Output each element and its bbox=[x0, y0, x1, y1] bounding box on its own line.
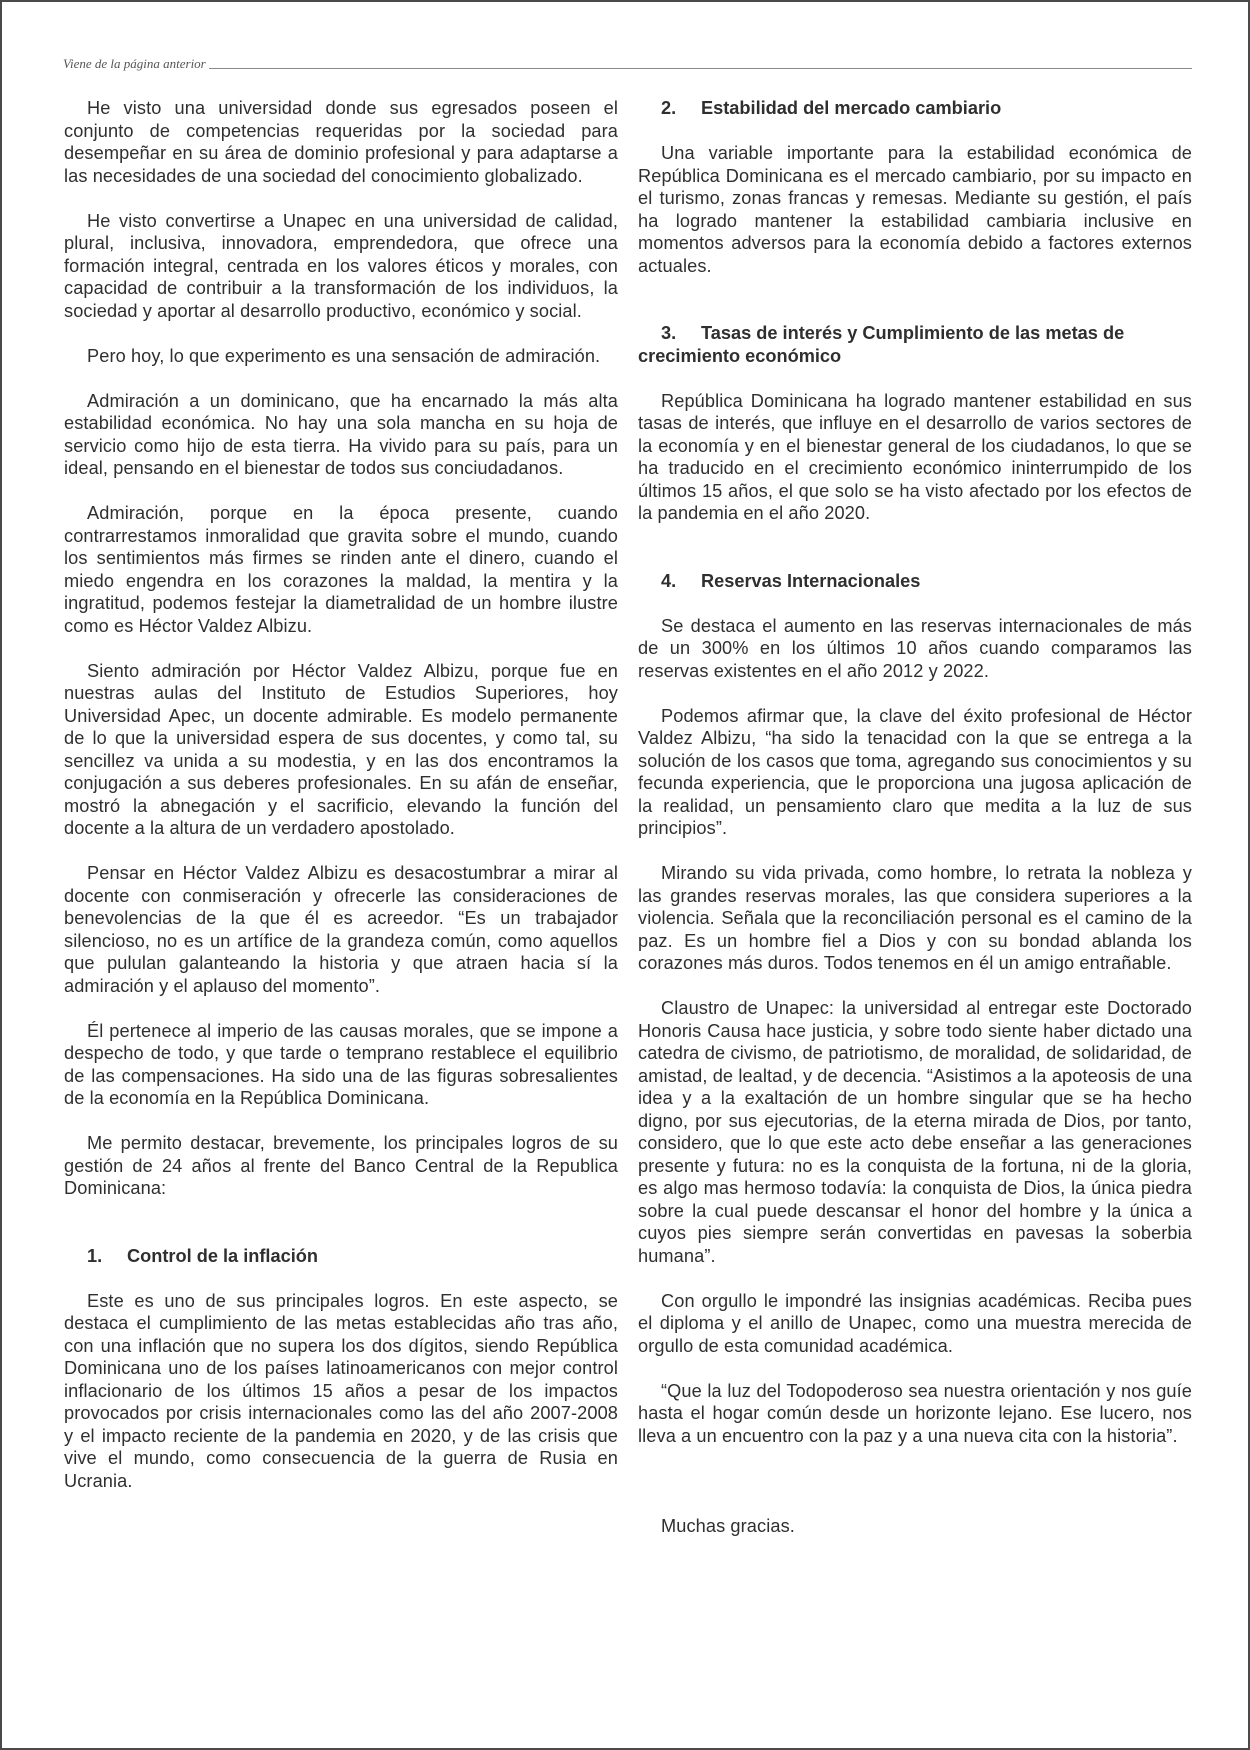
section-heading-exchange-market bbox=[638, 97, 1192, 120]
paragraph: “Que la luz del Todopoderoso sea nuestra orientación y nos guíe hasta el hogar común desde un horizonte lejano. Ese lucero, nos lleva a un encuentro con la paz y a una nueva cita con la historia”. bbox=[638, 1380, 1192, 1446]
section-heading-interest-rates bbox=[638, 322, 1192, 367]
paragraph: Él pertenece al imperio de las causas morales, que se impone a despecho de todo, y que tarde o temprano restablece el equilibrio de las compensaciones. Ha sido una de las figuras sobresalientes de la economía en la República Dominicana. bbox=[64, 1020, 618, 1108]
section-heading-inflation bbox=[64, 1245, 618, 1268]
section-number: 1. bbox=[87, 1245, 103, 1266]
right-column bbox=[638, 97, 1192, 1537]
paragraph: República Dominicana ha logrado mantener estabilidad en sus tasas de interés, que influye en el desarrollo de varios sectores de la economía y en el bienestar general de los ciudadanos, lo que se ha traducido en el crecimiento económico ininterrumpido de los últimos 15 años, el que solo se ha visto afectado por los efectos de la pandemia en el año 2020. bbox=[638, 390, 1192, 523]
section-number: 2. bbox=[661, 98, 677, 118]
section-title: Estabilidad del mercado cambiario bbox=[701, 98, 1002, 118]
section-number: 3. bbox=[661, 323, 677, 343]
paragraph: Me permito destacar, brevemente, los principales logros de su gestión de 24 años al frente del Banco Central de la Republica Dominicana: bbox=[64, 1133, 618, 1198]
section-title: Tasas de interés y Cumplimiento de las metas de crecimiento económico bbox=[638, 323, 1125, 366]
paragraph: Con orgullo le impondré las insignias académicas. Reciba pues el diploma y el anillo de Unapec, como una muestra merecida de orgullo de esta comunidad académica. bbox=[638, 1290, 1192, 1356]
paragraph: Este es uno de sus principales logros. En este aspecto, se destaca el cumplimiento de las metas establecidas año tras año, con una inflación que no supera los dos dígitos, siendo República Dominicana uno de los países latinoamericanos con mejor control inflacionario de los últimos 15 años a pesar de los impactos provocados por crisis internacionales como las del año 2007-2008 y el impacto reciente de la pandemia en 2020, y de las crisis que vive el mundo, como consecuencia de la guerra de Rusia en Ucrania. bbox=[64, 1290, 618, 1491]
section-title: Reservas Internacionales bbox=[701, 570, 921, 591]
paragraph: He visto convertirse a Unapec en una universidad de calidad, plural, inclusiva, innovadora, emprendedora, que ofrece una formación integral, centrada en los valores éticos y morales, con capacidad de contribuir a la transformación de los individuos, la sociedad y aportar al desarrollo productivo, económico y social. bbox=[64, 210, 618, 321]
closing-line: Muchas gracias. bbox=[661, 1515, 795, 1536]
paragraph: Pensar en Héctor Valdez Albizu es desacostumbrar a mirar al docente con conmiseración y ofrecerle las consideraciones de benevolencias de la que él es acreedor. “Es un trabajador silencioso, no es un artífice de la grandeza común, como aquellos que pululan galanteando la historia y que atraen hacia sí la admiración y el aplauso del momento”. bbox=[64, 863, 618, 996]
paragraph: Admiración a un dominicano, que ha encarnado la más alta estabilidad económica. No hay una sola mancha en su hoja de servicio como hijo de esta tierra. Ha vivido para su país, para un ideal, pensando en el bienestar de todos sus conciudadanos. bbox=[64, 390, 618, 478]
section-title: Control de la inflación bbox=[127, 1245, 318, 1266]
paragraph: Mirando su vida privada, como hombre, lo retrata la nobleza y las grandes reservas morales, las que considera superiores a la violencia. Señala que la reconciliación personal es el camino de la paz. Es un hombre fiel a Dios y con su bondad ablanda los corazones más duros. Todos tenemos en él un amigo entrañable. bbox=[638, 863, 1192, 973]
page-header bbox=[63, 52, 1192, 72]
paragraph: Admiración, porque en la época presente, cuando contrarrestamos inmoralidad que gravita sobre el mundo, cuando los sentimientos más firmes se rinden ante el dinero, cuando el miedo engendra en los corazones la maldad, la mentira y la ingratitud, podemos festejar la diametralidad de un hombre ilustre como es Héctor Valdez Albizu. bbox=[64, 503, 618, 636]
paragraph: Una variable importante para la estabilidad económica de República Dominicana es el mercado cambiario, por su impacto en el turismo, zonas francas y remesas. Mediante su gestión, el país ha logrado mantener la estabilidad cambiaria inclusive en momentos adversos para la economía debido a factores externos actuales. bbox=[638, 143, 1192, 276]
section-heading-reserves bbox=[638, 570, 1192, 593]
left-column bbox=[64, 97, 618, 1492]
paragraph: Siento admiración por Héctor Valdez Albizu, porque fue en nuestras aulas del Instituto de Estudios Superiores, hoy Universidad Apec, un docente admirable. Es modelo permanente de lo que la universidad espera de sus docentes, y como tal, su sencillez va unida a su modestia, y en las dos encontramos la conjugación a sus deberes profesionales. En su afán de enseñar, mostró la abnegación y el sacrificio, elevando la función del docente a la altura de un verdadero apostolado. bbox=[64, 660, 618, 838]
section-number: 4. bbox=[661, 570, 677, 591]
paragraph: Pero hoy, lo que experimento es una sensación de admiración. bbox=[87, 345, 601, 366]
header-rule bbox=[209, 68, 1192, 69]
paragraph: Se destaca el aumento en las reservas internacionales de más de un 300% en los últimos 10 años cuando comparamos las reservas existentes en el año 2012 y 2022. bbox=[638, 615, 1192, 681]
paragraph: Claustro de Unapec: la universidad al entregar este Doctorado Honoris Causa hace justicia, y sobre todo siente haber dictado una catedra de civismo, de patriotismo, de moralidad, de solidaridad, de amistad, de lealtad, y de decencia. “Asistimos a la apoteosis de una idea y a la exaltación de un hombre singular que se ha hecho digno, por sus ejecutorias, de la eterna mirada de Dios, por tanto, considero, que lo que este acto debe enseñar a las generaciones presente y futura: no es la conquista de la fortuna, ni de la gloria, es algo mas hermoso todavía: la conquista de Dios, la única piedra sobre la cual puede descansar el honor del hombre y la única a cuyos pies siempre serán convertidas en pavesas la soberbia humana”. bbox=[638, 998, 1192, 1266]
paragraph: He visto una universidad donde sus egresados poseen el conjunto de competencias requeridas por la sociedad para desempeñar en su área de dominio profesional y para adaptarse a las necesidades de una sociedad del conocimiento globalizado. bbox=[64, 98, 618, 186]
paragraph: Podemos afirmar que, la clave del éxito profesional de Héctor Valdez Albizu, “ha sido la tenacidad con la que se entrega a la solución de los casos que toma, agregando sus conocimientos y su fecunda experiencia, que le proporciona una jugosa aplicación de la realidad, un pensamiento claro que medita a la luz de sus principios”. bbox=[638, 705, 1192, 838]
continued-from-previous-page: Viene de la página anterior bbox=[63, 56, 206, 71]
